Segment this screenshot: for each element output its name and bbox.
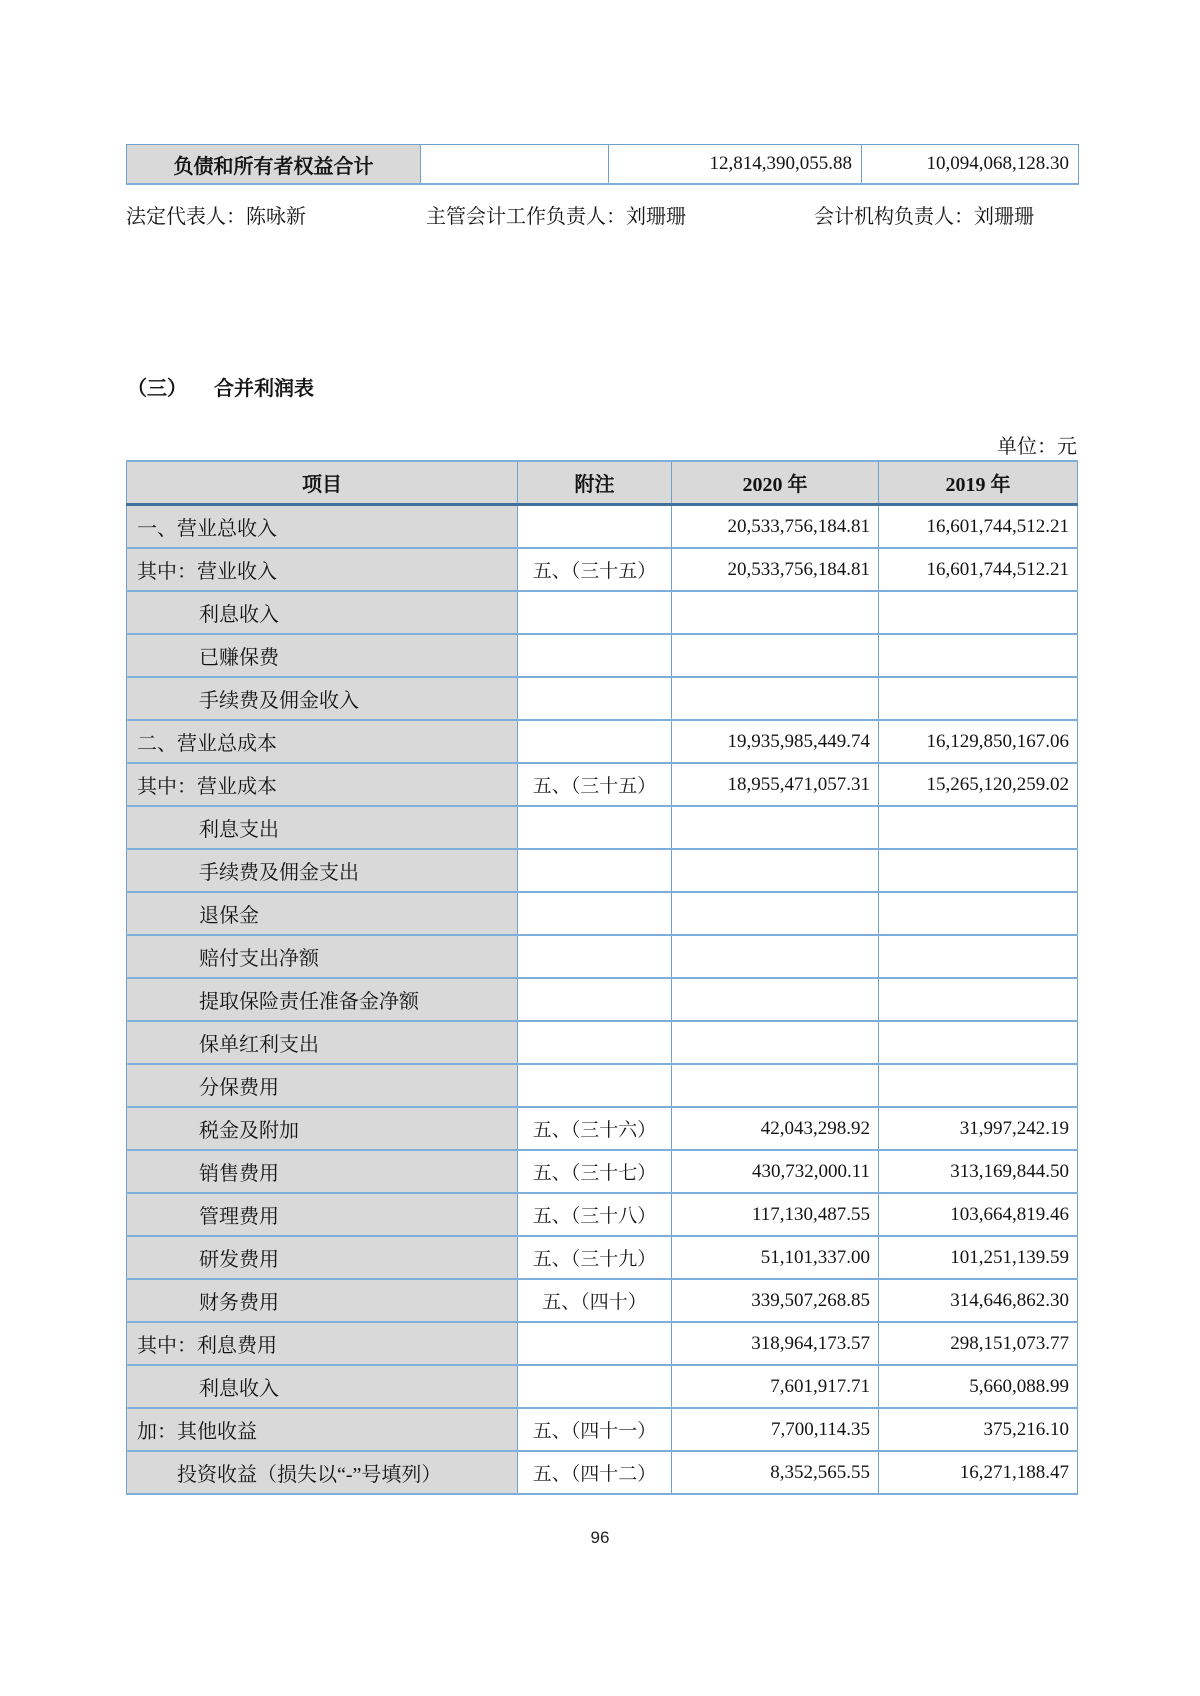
note-cell: [518, 634, 672, 677]
value-2020-cell: [672, 978, 879, 1021]
table-row: [127, 1064, 1078, 1107]
note-cell: 五、（三十六）: [518, 1107, 672, 1150]
note-cell: 五、（三十七）: [518, 1150, 672, 1193]
value-2020-cell: 117,130,487.55: [672, 1193, 879, 1236]
item-cell: 其中：营业收入: [127, 548, 518, 591]
table-row: [127, 806, 1078, 849]
balance-total-table: [126, 144, 1079, 185]
value-2020-cell: 42,043,298.92: [672, 1107, 879, 1150]
value-2020-cell: 51,101,337.00: [672, 1236, 879, 1279]
table-row: [127, 1107, 1078, 1150]
item-cell: 赔付支出净额: [127, 935, 518, 978]
value-2020-cell: 20,533,756,184.81: [672, 548, 879, 591]
note-cell: 五、（三十五）: [518, 763, 672, 806]
table-row: [127, 677, 1078, 720]
value-2020-cell: [672, 849, 879, 892]
item-cell: 提取保险责任准备金净额: [127, 978, 518, 1021]
table-row: [127, 1150, 1078, 1193]
signature-legal-representative: 法定代表人：陈咏新: [126, 206, 306, 228]
item-cell: 管理费用: [127, 1193, 518, 1236]
table-row: [127, 1279, 1078, 1322]
table-row: [127, 1322, 1078, 1365]
value-2019-cell: [879, 1064, 1078, 1107]
value-2020-cell: [672, 1064, 879, 1107]
item-cell: 手续费及佣金支出: [127, 849, 518, 892]
value-2019-cell: 5,660,088.99: [879, 1365, 1078, 1408]
item-cell: 加：其他收益: [127, 1408, 518, 1451]
value-2019-cell: [879, 634, 1078, 677]
value-2020-cell: 19,935,985,449.74: [672, 720, 879, 763]
value-2019-cell: 375,216.10: [879, 1408, 1078, 1451]
value-2019-cell: [879, 677, 1078, 720]
value-2020-cell: [672, 806, 879, 849]
note-cell: 五、（四十二）: [518, 1451, 672, 1494]
item-cell: 财务费用: [127, 1279, 518, 1322]
item-cell: 保单红利支出: [127, 1021, 518, 1064]
value-2019-cell: 31,997,242.19: [879, 1107, 1078, 1150]
value-2019-cell: 16,271,188.47: [879, 1451, 1078, 1494]
note-cell: [518, 1365, 672, 1408]
table-row: [127, 978, 1078, 1021]
table-row: [127, 892, 1078, 935]
table-row: [127, 591, 1078, 634]
item-cell: 利息收入: [127, 591, 518, 634]
note-cell: [518, 806, 672, 849]
table-row: [127, 1021, 1078, 1064]
value-2019-cell: [879, 806, 1078, 849]
note-cell: [518, 591, 672, 634]
table-row: [127, 763, 1078, 806]
note-cell: 五、（三十八）: [518, 1193, 672, 1236]
item-cell: 利息支出: [127, 806, 518, 849]
header-item: 项目: [127, 461, 518, 505]
section-index: （三）: [127, 378, 187, 400]
value-2020-cell: [672, 1021, 879, 1064]
table-row: [127, 1365, 1078, 1408]
value-2019-cell: 298,151,073.77: [879, 1322, 1078, 1365]
balance-total-2019-cell: 10,094,068,128.30: [862, 145, 1079, 185]
signature-chief-accounting-officer: 主管会计工作负责人：刘珊珊: [426, 206, 686, 228]
balance-total-row: [127, 145, 1079, 185]
value-2020-cell: 20,533,756,184.81: [672, 505, 879, 549]
value-2020-cell: [672, 892, 879, 935]
balance-total-note-cell: [421, 145, 609, 185]
value-2020-cell: [672, 591, 879, 634]
signature-accounting-department-head: 会计机构负责人：刘珊珊: [814, 206, 1034, 228]
value-2019-cell: 16,601,744,512.21: [879, 505, 1078, 549]
table-row: [127, 505, 1078, 549]
item-cell: 分保费用: [127, 1064, 518, 1107]
value-2019-cell: 15,265,120,259.02: [879, 763, 1078, 806]
section-title-text: 合并利润表: [214, 378, 314, 400]
value-2019-cell: 16,129,850,167.06: [879, 720, 1078, 763]
note-cell: [518, 505, 672, 549]
table-row: [127, 1408, 1078, 1451]
table-row: [127, 548, 1078, 591]
item-cell: 其中：利息费用: [127, 1322, 518, 1365]
balance-total-label: 负债和所有者权益合计: [127, 145, 421, 185]
table-header-row: [127, 461, 1078, 505]
value-2020-cell: 7,700,114.35: [672, 1408, 879, 1451]
unit-label: 单位：元: [997, 436, 1077, 458]
note-cell: [518, 1064, 672, 1107]
value-2019-cell: [879, 1021, 1078, 1064]
value-2020-cell: 430,732,000.11: [672, 1150, 879, 1193]
note-cell: 五、（四十）: [518, 1279, 672, 1322]
note-cell: [518, 677, 672, 720]
note-cell: [518, 978, 672, 1021]
value-2020-cell: 8,352,565.55: [672, 1451, 879, 1494]
item-cell: 研发费用: [127, 1236, 518, 1279]
table-row: [127, 1236, 1078, 1279]
item-cell: 税金及附加: [127, 1107, 518, 1150]
note-cell: 五、（四十一）: [518, 1408, 672, 1451]
value-2020-cell: 318,964,173.57: [672, 1322, 879, 1365]
item-cell: 利息收入: [127, 1365, 518, 1408]
value-2019-cell: [879, 591, 1078, 634]
value-2019-cell: 103,664,819.46: [879, 1193, 1078, 1236]
table-row: [127, 634, 1078, 677]
header-2020: 2020 年: [672, 461, 879, 505]
page-number: 96: [590, 1528, 610, 1547]
table-row: [127, 1193, 1078, 1236]
item-cell: 退保金: [127, 892, 518, 935]
value-2019-cell: [879, 892, 1078, 935]
note-cell: [518, 849, 672, 892]
header-2019: 2019 年: [879, 461, 1078, 505]
note-cell: [518, 1322, 672, 1365]
value-2019-cell: 16,601,744,512.21: [879, 548, 1078, 591]
note-cell: [518, 1021, 672, 1064]
note-cell: [518, 892, 672, 935]
header-note: 附注: [518, 461, 672, 505]
value-2019-cell: 313,169,844.50: [879, 1150, 1078, 1193]
item-cell: 销售费用: [127, 1150, 518, 1193]
item-cell: 二、营业总成本: [127, 720, 518, 763]
note-cell: 五、（三十五）: [518, 548, 672, 591]
value-2020-cell: 339,507,268.85: [672, 1279, 879, 1322]
value-2019-cell: 101,251,139.59: [879, 1236, 1078, 1279]
item-cell: 其中：营业成本: [127, 763, 518, 806]
table-row: [127, 1451, 1078, 1494]
value-2019-cell: 314,646,862.30: [879, 1279, 1078, 1322]
balance-total-2020-cell: 12,814,390,055.88: [609, 145, 862, 185]
income-statement-table: [126, 460, 1078, 1495]
value-2020-cell: [672, 634, 879, 677]
value-2020-cell: [672, 677, 879, 720]
table-row: [127, 849, 1078, 892]
item-cell: 一、营业总收入: [127, 505, 518, 549]
value-2020-cell: 18,955,471,057.31: [672, 763, 879, 806]
note-cell: [518, 935, 672, 978]
note-cell: [518, 720, 672, 763]
value-2020-cell: [672, 935, 879, 978]
value-2020-cell: 7,601,917.71: [672, 1365, 879, 1408]
signature-line: [126, 200, 1078, 226]
table-row: [127, 720, 1078, 763]
section-heading: [127, 372, 314, 401]
item-cell: 投资收益（损失以“-”号填列）: [127, 1451, 518, 1494]
item-cell: 已赚保费: [127, 634, 518, 677]
table-row: [127, 935, 1078, 978]
value-2019-cell: [879, 849, 1078, 892]
item-cell: 手续费及佣金收入: [127, 677, 518, 720]
value-2019-cell: [879, 935, 1078, 978]
value-2019-cell: [879, 978, 1078, 1021]
note-cell: 五、（三十九）: [518, 1236, 672, 1279]
